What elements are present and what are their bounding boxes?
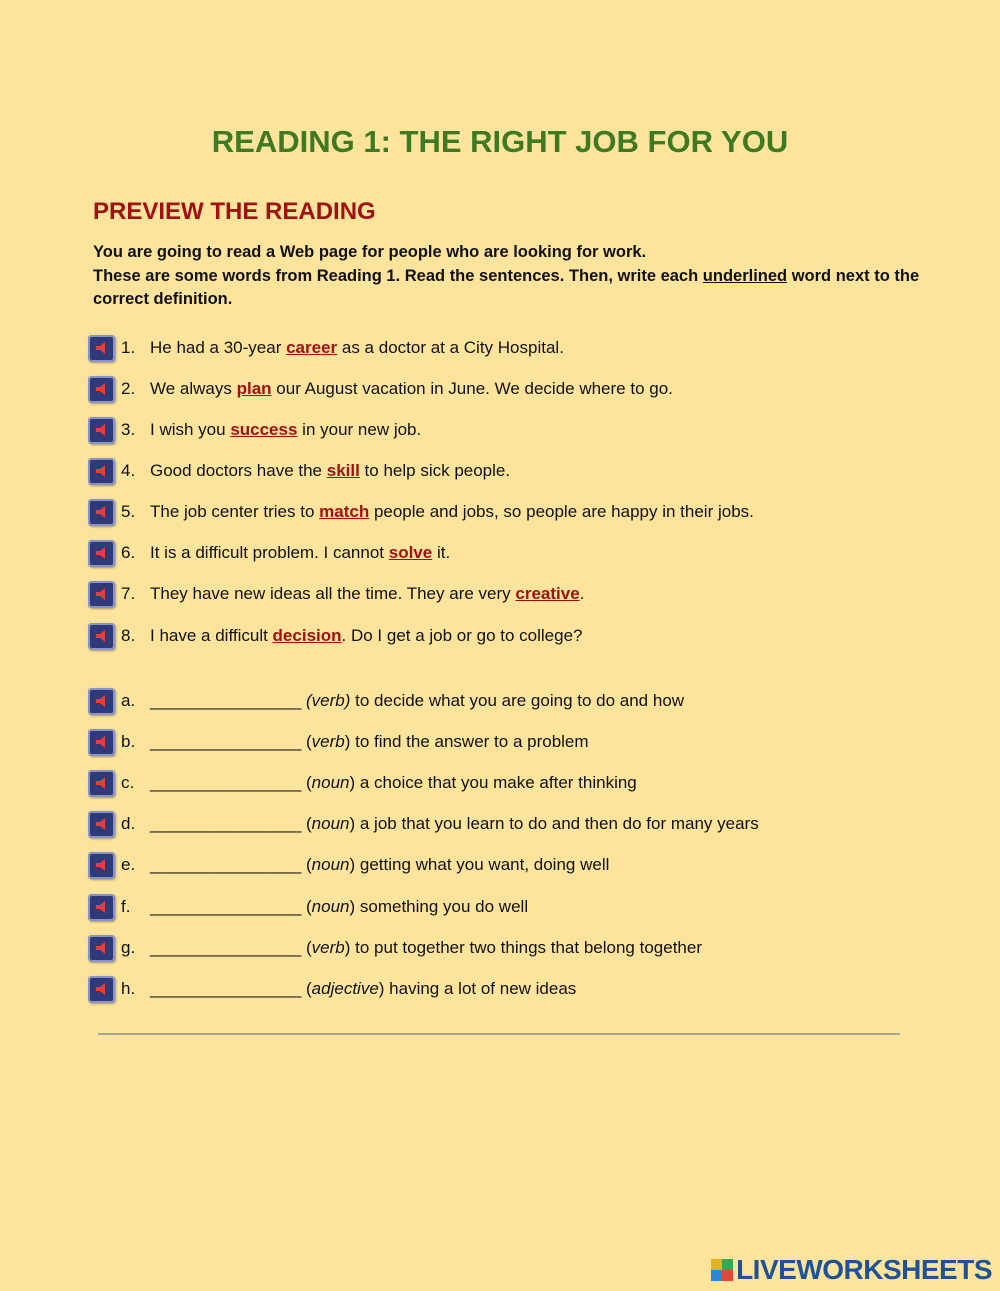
definition-letter: a. xyxy=(121,691,136,710)
keyword: solve xyxy=(388,543,433,562)
keyword: creative xyxy=(515,584,580,603)
definition-letter: g. xyxy=(121,938,136,957)
logo-mark-icon xyxy=(711,1259,733,1281)
speaker-icon[interactable] xyxy=(88,894,115,921)
answer-blank[interactable]: ________________ xyxy=(150,938,302,957)
definition-row xyxy=(88,893,528,921)
answer-blank[interactable]: ________________ xyxy=(150,897,302,916)
speaker-icon[interactable] xyxy=(88,935,115,962)
sentence-number: 4. xyxy=(121,461,136,480)
part-of-speech: noun xyxy=(311,897,350,916)
answer-blank[interactable]: ________________ xyxy=(150,732,302,751)
speaker-icon[interactable] xyxy=(88,499,115,526)
section-title: PREVIEW THE READING xyxy=(93,198,376,225)
definition-text: ________________ (verb) to find the answer to a problem xyxy=(150,732,589,751)
definition-row xyxy=(88,769,637,797)
speaker-icon[interactable] xyxy=(88,770,115,797)
definition-row xyxy=(88,851,609,879)
sentence-text: He had a 30-year career as a doctor at a City Hospital. xyxy=(150,338,564,357)
instructions-line-1: You are going to read a Web page for people who are looking for work. xyxy=(93,243,647,261)
sentence-text: We always plan our August vacation in June. We decide where to go. xyxy=(150,379,673,398)
speaker-icon[interactable] xyxy=(88,335,115,362)
sentence-text: Good doctors have the skill to help sick people. xyxy=(150,461,511,480)
keyword: skill xyxy=(326,461,360,480)
sentence-text: It is a difficult problem. I cannot solve it. xyxy=(150,543,451,562)
logo-text: LIVEWORKSHEETS xyxy=(736,1254,992,1285)
speaker-icon[interactable] xyxy=(88,729,115,756)
speaker-icon[interactable] xyxy=(88,581,115,608)
page-title: READING 1: THE RIGHT JOB FOR YOU xyxy=(211,124,789,159)
instructions-line-2 xyxy=(93,265,933,312)
part-of-speech: verb xyxy=(311,732,345,751)
answer-blank[interactable]: ________________ xyxy=(150,855,302,874)
definition-text: ________________ (verb) to decide what you are going to do and how xyxy=(150,691,685,710)
liveworksheets-logo xyxy=(711,1255,992,1285)
speaker-icon[interactable] xyxy=(88,623,115,650)
instructions-line-2-pre: These are some words from Reading 1. Read the sentences. Then, write each xyxy=(93,266,703,285)
definition-letter: d. xyxy=(121,814,136,833)
sentence-row xyxy=(88,457,510,485)
part-of-speech: noun xyxy=(311,773,350,792)
divider xyxy=(98,1033,900,1035)
definition-letter: b. xyxy=(121,732,136,751)
part-of-speech: adjective xyxy=(311,979,379,998)
speaker-icon[interactable] xyxy=(88,540,115,567)
answer-blank[interactable]: ________________ xyxy=(150,814,302,833)
sentence-row xyxy=(88,334,564,362)
sentence-number: 3. xyxy=(121,420,136,439)
part-of-speech: verb xyxy=(311,938,345,957)
sentence-number: 1. xyxy=(121,338,136,357)
definition-text: ________________ (noun) a choice that you make after thinking xyxy=(150,773,637,792)
speaker-icon[interactable] xyxy=(88,852,115,879)
speaker-icon[interactable] xyxy=(88,417,115,444)
keyword: career xyxy=(286,338,338,357)
definition-letter: e. xyxy=(121,855,136,874)
sentence-row xyxy=(88,622,583,650)
sentence-number: 5. xyxy=(121,502,136,521)
part-of-speech: noun xyxy=(311,855,350,874)
keyword: decision xyxy=(272,626,342,645)
sentence-number: 6. xyxy=(121,543,136,562)
sentence-row xyxy=(88,498,754,526)
definition-row xyxy=(88,687,684,715)
speaker-icon[interactable] xyxy=(88,976,115,1003)
speaker-icon[interactable] xyxy=(88,376,115,403)
definition-text: ________________ (adjective) having a lot of new ideas xyxy=(150,979,577,998)
instructions xyxy=(93,241,933,312)
definition-text: ________________ (noun) a job that you learn to do and then do for many years xyxy=(150,814,759,833)
part-of-speech: noun xyxy=(311,814,350,833)
sentence-row xyxy=(88,580,584,608)
sentence-number: 7. xyxy=(121,584,136,603)
sentence-row xyxy=(88,539,450,567)
answer-blank[interactable]: ________________ xyxy=(150,979,302,998)
definition-text: ________________ (noun) something you do well xyxy=(150,897,529,916)
answer-blank[interactable]: ________________ xyxy=(150,773,302,792)
sentence-text: I wish you success in your new job. xyxy=(150,420,422,439)
definition-letter: c. xyxy=(121,773,135,792)
sentence-text: The job center tries to match people and jobs, so people are happy in their jobs. xyxy=(150,502,754,521)
speaker-icon[interactable] xyxy=(88,458,115,485)
speaker-icon[interactable] xyxy=(88,688,115,715)
instructions-underlined-word: underlined xyxy=(702,266,788,285)
sentence-number: 2. xyxy=(121,379,136,398)
definition-row xyxy=(88,728,589,756)
definition-letter: h. xyxy=(121,979,136,998)
definition-row xyxy=(88,975,576,1003)
instructions-line-2-post: word next to the correct definition. xyxy=(93,266,920,308)
definition-row xyxy=(88,810,759,838)
sentence-row xyxy=(88,375,673,403)
sentence-text: I have a difficult decision. Do I get a job or go to college? xyxy=(150,626,583,645)
keyword: plan xyxy=(236,379,272,398)
definition-letter: f. xyxy=(121,897,131,916)
definition-row xyxy=(88,934,702,962)
answer-blank[interactable]: ________________ xyxy=(150,691,302,710)
speaker-icon[interactable] xyxy=(88,811,115,838)
keyword: success xyxy=(230,420,298,439)
definition-text: ________________ (noun) getting what you want, doing well xyxy=(150,855,610,874)
sentence-text: They have new ideas all the time. They are very creative. xyxy=(150,584,585,603)
sentence-row xyxy=(88,416,421,444)
sentence-number: 8. xyxy=(121,626,136,645)
part-of-speech: (verb) xyxy=(306,691,351,710)
keyword: match xyxy=(319,502,370,521)
definition-text: ________________ (verb) to put together two things that belong together xyxy=(150,938,702,957)
